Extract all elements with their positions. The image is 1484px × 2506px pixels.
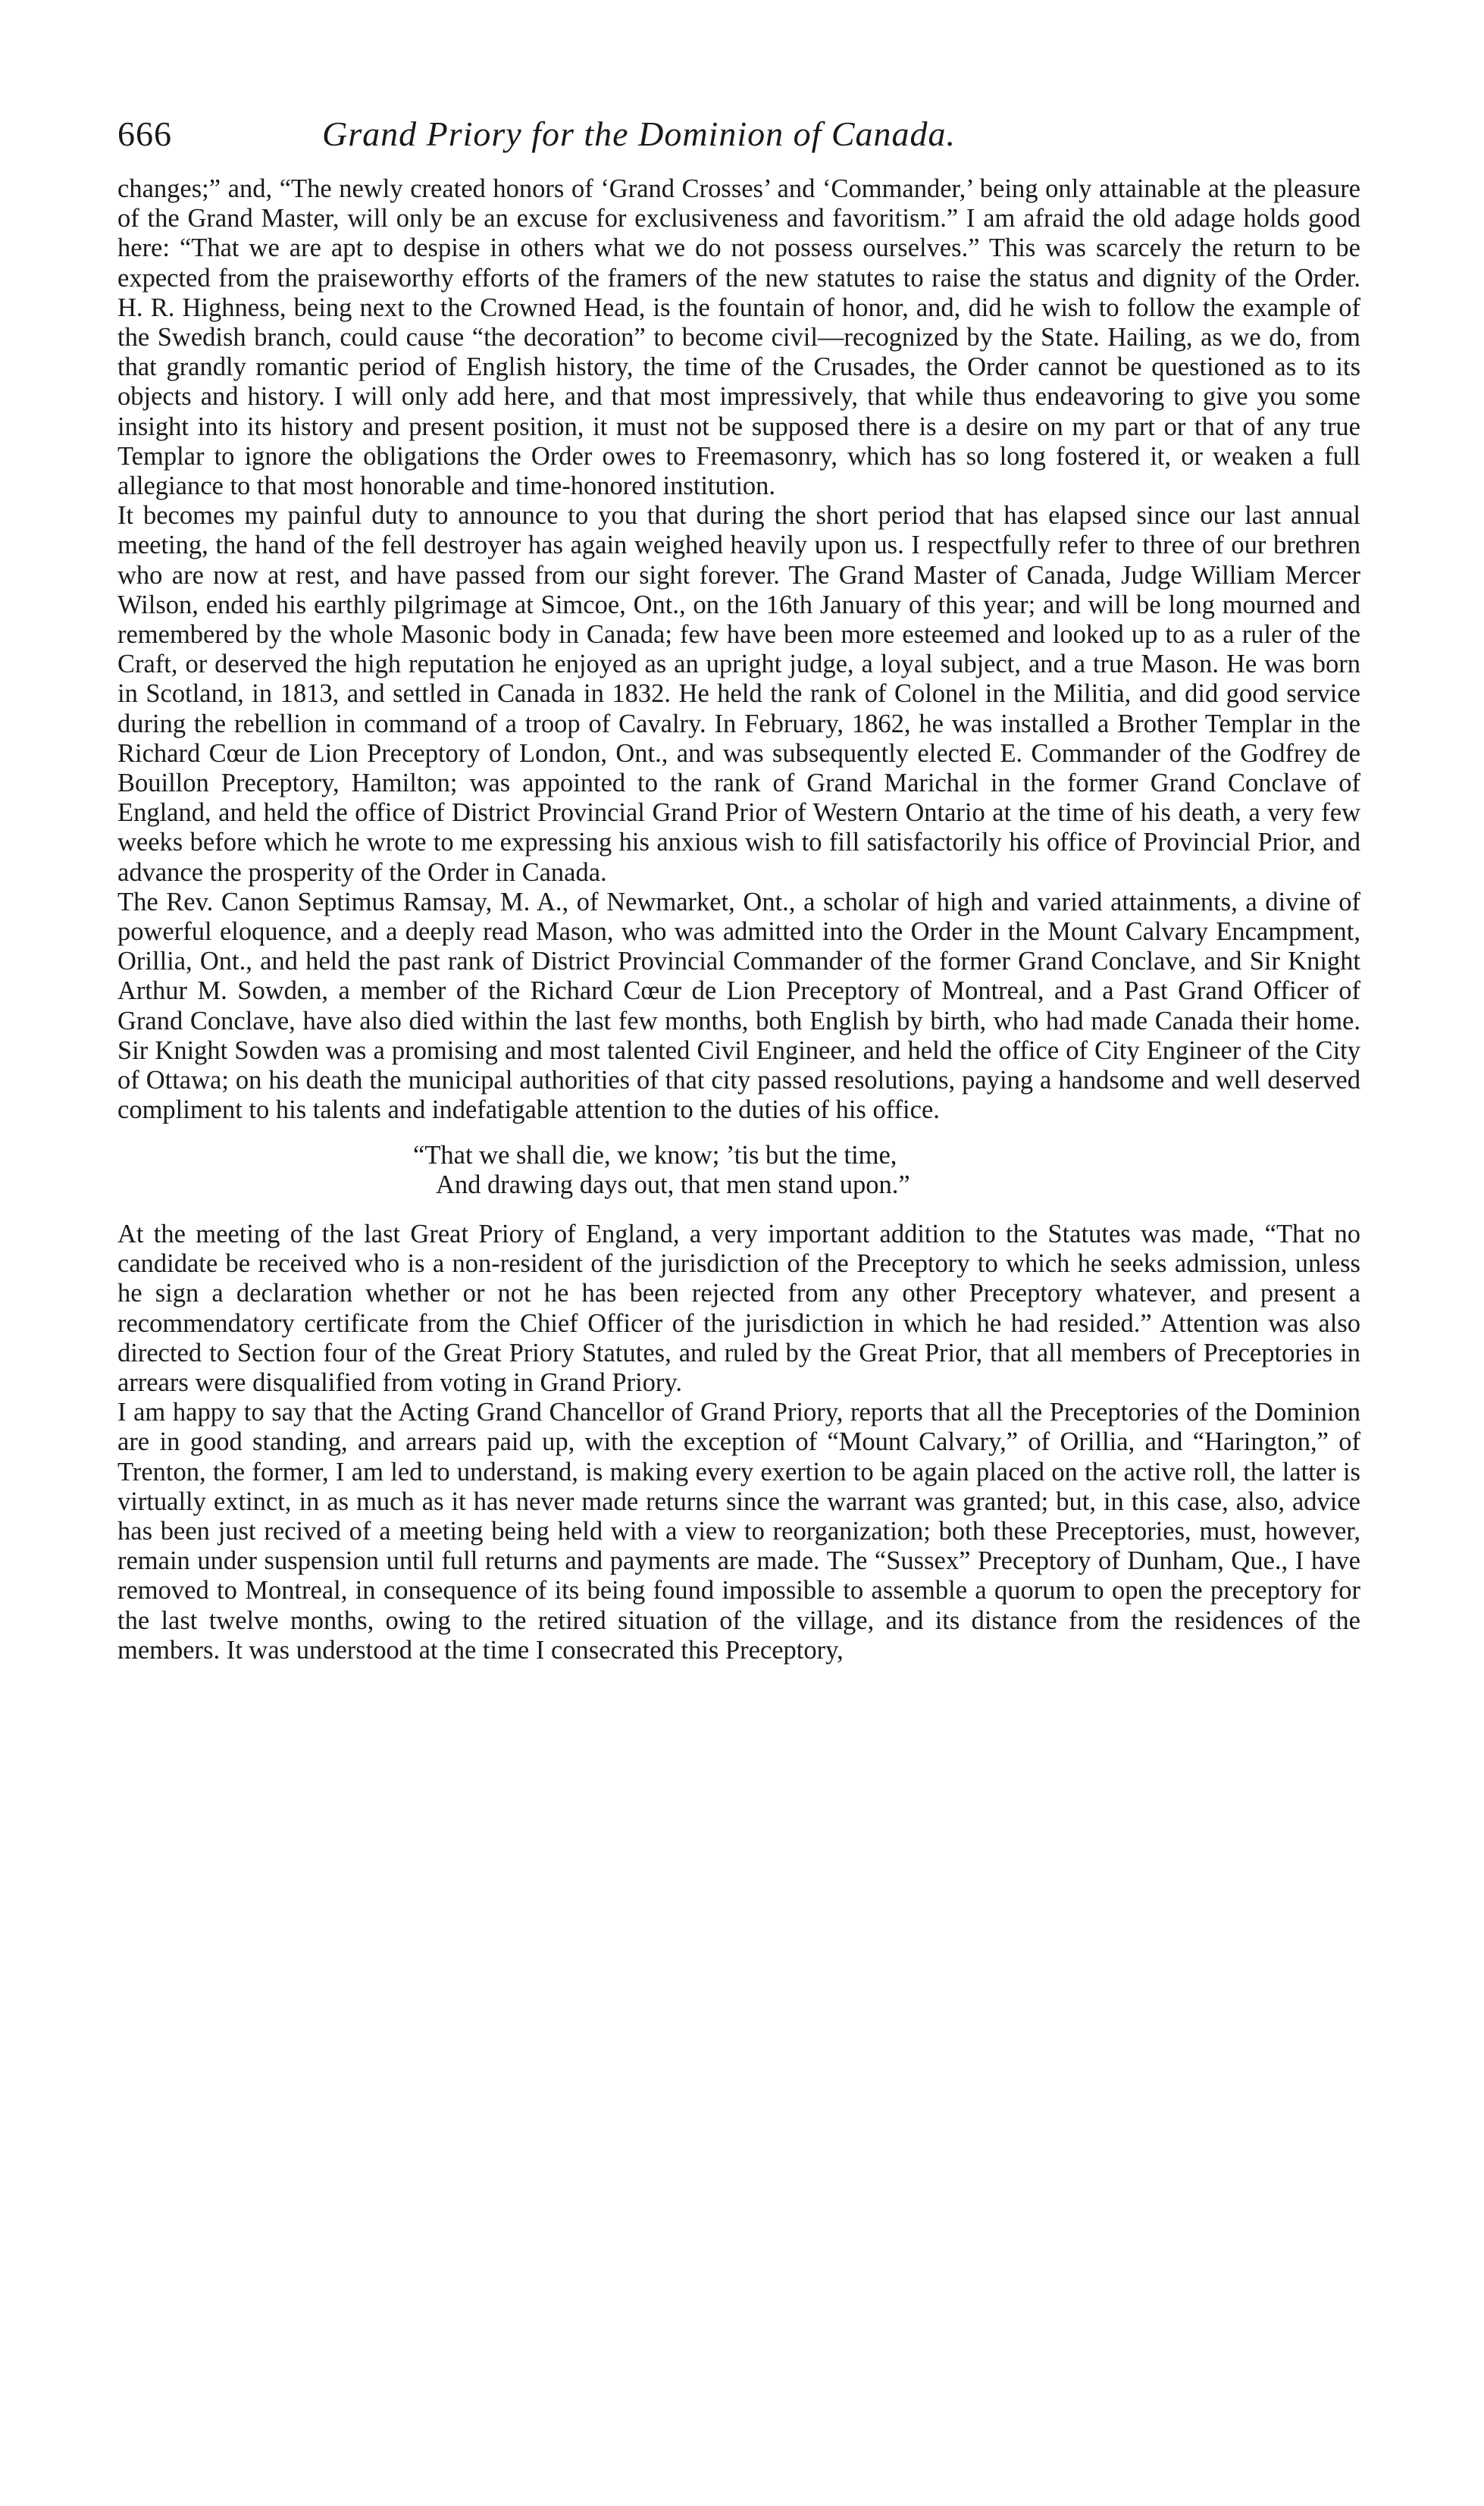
paragraph-3: The Rev. Canon Septimus Ramsay, M. A., of Newmarket, Ont., a scholar of high and varied attainments, a divine of powerful eloquence, and a deeply read Mason, who was admitted into the Order in the Mount Calvary Encampment, Orillia, Ont., and held the past rank of District Provincial Commander of the former Grand Conclave, and Sir Knight Arthur M. Sowden, a member of the Richard Cœur de Lion Preceptory of Montreal, and a Past Grand Officer of Grand Conclave, have also died within the last few months, both English by birth, who had made Canada their home. Sir Knight Sowden was a promising and most talented Civil Engineer, and held the office of City Engineer of the City of Ottawa; on his death the municipal authorities of that city passed resolutions, paying a handsome and well deserved compliment to his talents and indefatigable attention to the duties of his office. (117, 887, 1360, 1125)
body-text (117, 174, 1360, 1665)
paragraph-2: It becomes my painful duty to announce to you that during the short period that has elapsed since our last annual meeting, the hand of the fell destroyer has again weighed heavily upon us. I respectfully refer to three of our brethren who are now at rest, and have passed from our sight forever. The Grand Master of Canada, Judge William Mercer Wilson, ended his earthly pilgrimage at Simcoe, Ont., on the 16th January of this year; and will be long mourned and remembered by the whole Masonic body in Canada; few have been more esteemed and looked up to as a ruler of the Craft, or deserved the high reputation he enjoyed as an upright judge, a loyal subject, and a true Mason. He was born in Scotland, in 1813, and settled in Canada in 1832. He held the rank of Colonel in the Militia, and did good service during the rebellion in command of a troop of Cavalry. In February, 1862, he was installed a Brother Templar in the Richard Cœur de Lion Preceptory of London, Ont., and was subsequently elected E. Commander of the Godfrey de Bouillon Preceptory, Hamilton; was appointed to the rank of Grand Marichal in the former Grand Conclave of England, and held the office of District Provincial Grand Prior of Western Ontario at the time of his death, a very few weeks before which he wrote to me expressing his anxious wish to fill satisfactorily his office of Provincial Prior, and advance the prosperity of the Order in Canada. (117, 501, 1360, 887)
paragraph-5: I am happy to say that the Acting Grand Chancellor of Grand Priory, reports that all the Preceptories of the Dominion are in good standing, and arrears paid up, with the exception of “Mount Calvary,” of Orillia, and “Harington,” of Trenton, the former, I am led to understand, is making every exertion to be again placed on the active roll, the latter is virtually extinct, in as much as it has never made returns since the warrant was granted; but, in this case, also, advice has been just recived of a meeting being held with a view to reorganization; both these Preceptories, must, however, remain under suspension until full returns and payments are made. The “Sussex” Preceptory of Dunham, Que., I have removed to Montreal, in consequence of its being found impossible to assemble a quorum to open the preceptory for the last twelve months, owing to the retired situation of the village, and its distance from the residences of the members. It was understood at the time I consecrated this Preceptory, (117, 1398, 1360, 1665)
verse-line-2: And drawing days out, that men stand upon.” (436, 1170, 910, 1199)
paragraph-4: At the meeting of the last Great Priory of England, a very important addition to the Statutes was made, “That no candidate be received who is a non-resident of the jurisdiction of the Preceptory to which he seeks admission, unless he sign a declaration whether or not he has been rejected from any other Preceptory whatever, and present a recommendatory certificate from the Chief Officer of the jurisdiction in which he had resided.” Attention was also directed to Section four of the Great Priory Statutes, and ruled by the Great Prior, that all members of Preceptories in arrears were disqualified from voting in Grand Priory. (117, 1219, 1360, 1397)
page-header (117, 114, 1360, 174)
page-number: 666 (117, 114, 172, 153)
page (117, 114, 1360, 1665)
paragraph-1: changes;” and, “The newly created honors of ‘Grand Crosses’ and ‘Commander,’ being only attainable at the pleasure of the Grand Master, will only be an excuse for exclusiveness and favoritism.” I am afraid the old adage holds good here: “That we are apt to despise in others what we do not possess ourselves.” This was scarcely the return to be expected from the praiseworthy efforts of the framers of the new statutes to raise the status and dignity of the Order. H. R. Highness, being next to the Crowned Head, is the fountain of honor, and, did he wish to follow the example of the Swedish branch, could cause “the decoration” to become civil—recognized by the State. Hailing, as we do, from that grandly romantic period of English history, the time of the Crusades, the Order cannot be questioned as to its objects and history. I will only add here, and that most impressively, that while thus endeavoring to give you some insight into its history and present position, it must not be supposed there is a desire on my part or that of any true Templar to ignore the obligations the Order owes to Freemasonry, which has so long fostered it, or weaken a full allegiance to that most honorable and time-honored institution. (117, 174, 1360, 501)
verse-quote (117, 1141, 1360, 1200)
verse-line-1: “That we shall die, we know; ’tis but the time, (413, 1140, 897, 1170)
running-head: Grand Priory for the Dominion of Canada. (322, 114, 956, 153)
